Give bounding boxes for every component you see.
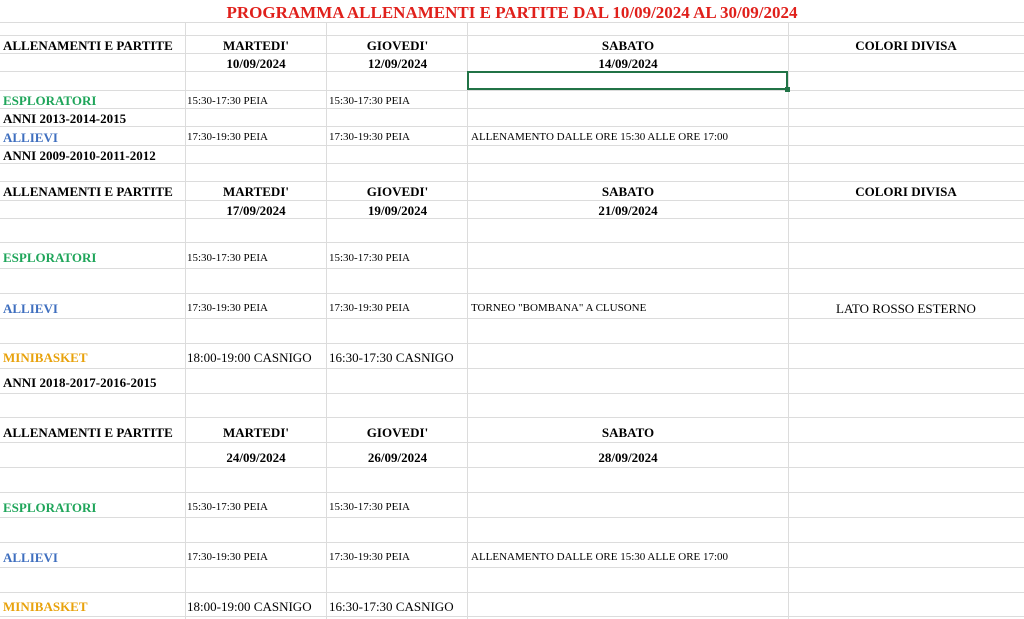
row-line (0, 368, 1024, 369)
date-tuesday[interactable]: 10/09/2024 (226, 56, 286, 71)
row-line (0, 293, 1024, 294)
row-line (0, 22, 1024, 23)
allievi-tuesday[interactable]: 17:30-19:30 PEIA (187, 131, 268, 143)
allievi-thursday[interactable]: 17:30-19:30 PEIA (329, 551, 410, 563)
row-line (0, 542, 1024, 543)
date-saturday[interactable]: 28/09/2024 (598, 450, 658, 465)
row-line (0, 318, 1024, 319)
date-saturday[interactable]: 14/09/2024 (598, 56, 658, 71)
minibasket-years[interactable]: ANNI 2018-2017-2016-2015 (3, 375, 157, 390)
group-allievi[interactable]: ALLIEVI (3, 550, 58, 565)
esploratori-tuesday[interactable]: 15:30-17:30 PEIA (187, 501, 268, 513)
row-line (0, 218, 1024, 219)
header-tuesday[interactable]: MARTEDI' (223, 184, 289, 199)
header-uniform-colors[interactable]: COLORI DIVISA (855, 184, 957, 199)
allievi-tuesday[interactable]: 17:30-19:30 PEIA (187, 302, 268, 314)
row-line (0, 517, 1024, 518)
row-line (0, 467, 1024, 468)
row-line (0, 90, 1024, 91)
group-esploratori[interactable]: ESPLORATORI (3, 93, 97, 108)
group-minibasket[interactable]: MINIBASKET (3, 350, 88, 365)
row-line (0, 181, 1024, 182)
group-esploratori[interactable]: ESPLORATORI (3, 500, 97, 515)
group-minibasket[interactable]: MINIBASKET (3, 599, 88, 614)
minibasket-thursday[interactable]: 16:30-17:30 CASNIGO (329, 599, 454, 614)
row-line (0, 442, 1024, 443)
allievi-uniform[interactable]: LATO ROSSO ESTERNO (836, 301, 976, 316)
allievi-years[interactable]: ANNI 2009-2010-2011-2012 (3, 148, 156, 163)
row-line (0, 35, 1024, 36)
esploratori-thursday[interactable]: 15:30-17:30 PEIA (329, 501, 410, 513)
header-thursday[interactable]: GIOVEDI' (366, 425, 429, 440)
header-activities[interactable]: ALLENAMENTI E PARTITE (3, 425, 173, 440)
row-line (0, 592, 1024, 593)
row-line (0, 242, 1024, 243)
selected-cell[interactable] (467, 71, 788, 90)
row-line (0, 616, 1024, 617)
esploratori-thursday[interactable]: 15:30-17:30 PEIA (329, 95, 410, 107)
header-saturday[interactable]: SABATO (601, 38, 655, 53)
row-line (0, 492, 1024, 493)
allievi-thursday[interactable]: 17:30-19:30 PEIA (329, 302, 410, 314)
column-line (467, 22, 468, 619)
row-line (0, 145, 1024, 146)
header-saturday[interactable]: SABATO (601, 184, 655, 199)
minibasket-tuesday[interactable]: 18:00-19:00 CASNIGO (187, 350, 312, 365)
allievi-tuesday[interactable]: 17:30-19:30 PEIA (187, 551, 268, 563)
row-line (0, 126, 1024, 127)
row-line (0, 343, 1024, 344)
date-thursday[interactable]: 12/09/2024 (367, 56, 428, 71)
date-tuesday[interactable]: 24/09/2024 (226, 450, 286, 465)
esploratori-years[interactable]: ANNI 2013-2014-2015 (3, 111, 127, 126)
date-tuesday[interactable]: 17/09/2024 (226, 203, 286, 218)
header-activities[interactable]: ALLENAMENTI E PARTITE (3, 38, 173, 53)
column-line (788, 22, 789, 619)
row-line (0, 53, 1024, 54)
row-line (0, 268, 1024, 269)
esploratori-tuesday[interactable]: 15:30-17:30 PEIA (187, 95, 268, 107)
header-activities[interactable]: ALLENAMENTI E PARTITE (3, 184, 173, 199)
header-tuesday[interactable]: MARTEDI' (223, 38, 289, 53)
row-line (0, 200, 1024, 201)
header-thursday[interactable]: GIOVEDI' (366, 38, 429, 53)
allievi-saturday[interactable]: TORNEO "BOMBANA" A CLUSONE (471, 302, 647, 314)
date-saturday[interactable]: 21/09/2024 (598, 203, 658, 218)
row-line (0, 393, 1024, 394)
row-line (0, 163, 1024, 164)
header-saturday[interactable]: SABATO (601, 425, 655, 440)
fill-handle[interactable] (785, 87, 790, 92)
date-thursday[interactable]: 26/09/2024 (367, 450, 428, 465)
group-allievi[interactable]: ALLIEVI (3, 301, 58, 316)
row-line (0, 108, 1024, 109)
header-tuesday[interactable]: MARTEDI' (223, 425, 289, 440)
allievi-saturday[interactable]: ALLENAMENTO DALLE ORE 15:30 ALLE ORE 17:00 (471, 551, 729, 563)
minibasket-tuesday[interactable]: 18:00-19:00 CASNIGO (187, 599, 312, 614)
row-line (0, 567, 1024, 568)
esploratori-tuesday[interactable]: 15:30-17:30 PEIA (187, 252, 268, 264)
sheet-title: PROGRAMMA ALLENAMENTI E PARTITE DAL 10/09/2024 AL 30/09/2024 (226, 3, 798, 22)
esploratori-thursday[interactable]: 15:30-17:30 PEIA (329, 252, 410, 264)
group-allievi[interactable]: ALLIEVI (3, 130, 58, 145)
row-line (0, 417, 1024, 418)
header-thursday[interactable]: GIOVEDI' (366, 184, 429, 199)
allievi-thursday[interactable]: 17:30-19:30 PEIA (329, 131, 410, 143)
column-line (326, 22, 327, 619)
header-uniform-colors[interactable]: COLORI DIVISA (855, 38, 957, 53)
date-thursday[interactable]: 19/09/2024 (367, 203, 428, 218)
allievi-saturday[interactable]: ALLENAMENTO DALLE ORE 15:30 ALLE ORE 17:00 (471, 131, 729, 143)
group-esploratori[interactable]: ESPLORATORI (3, 250, 97, 265)
minibasket-thursday[interactable]: 16:30-17:30 CASNIGO (329, 350, 454, 365)
column-line (185, 22, 186, 619)
